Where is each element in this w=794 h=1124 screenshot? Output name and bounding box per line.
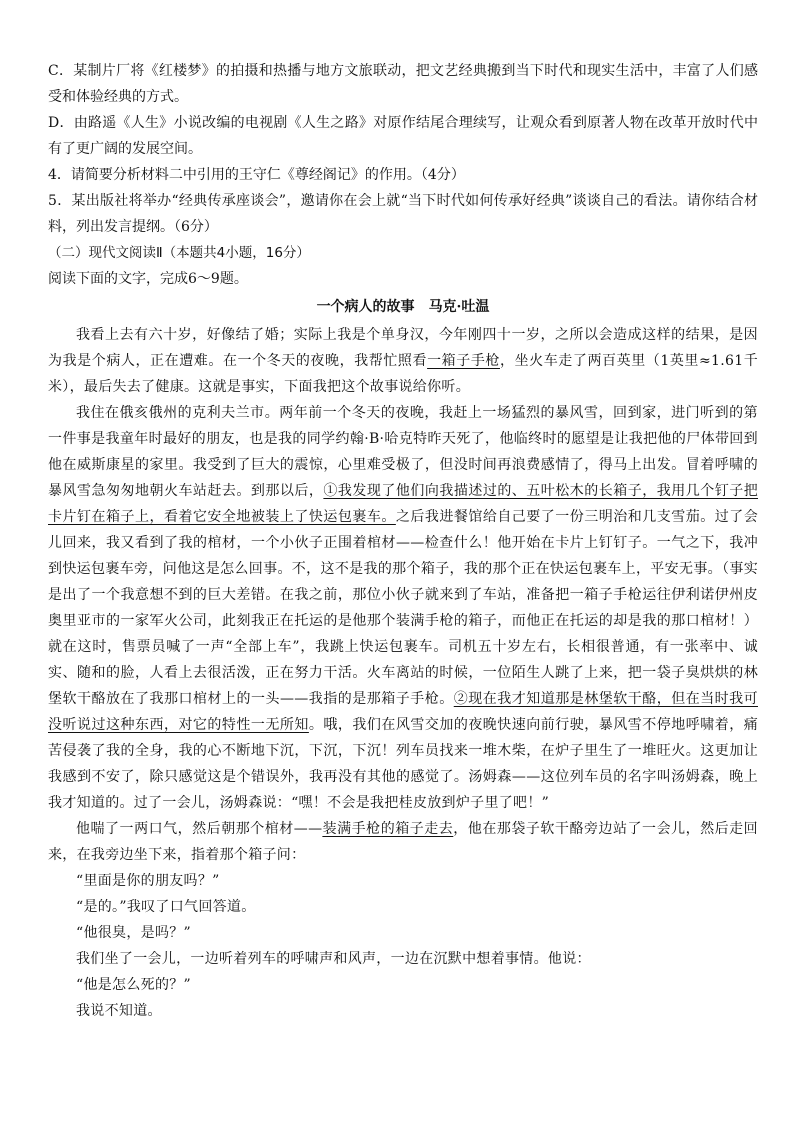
dialogue-line: “他是怎么死的？”	[76, 977, 192, 993]
story-paragraph-2	[48, 400, 758, 816]
dialogue-line: 我说不知道。	[76, 1003, 162, 1019]
text-run: 他喘了一两口气，然后朝那个棺材——	[76, 821, 323, 837]
underlined-sentence-1: ①我发现了他们向我描述过的、五叶松木的长箱子，我用几个钉子把卡片钉在箱子上，看着它安全地被装上了快运包裹车。	[48, 483, 759, 525]
text-run: 我住在俄亥俄州的克利夫兰市。两年前一个冬天的夜晚，我赶上一场猛烈的暴风雪，回到家，进门听到的第一件事是我童年时最好的朋友，也是我的同学约翰·B·哈克特昨天死了，他临终时的愿望是让我把他的尸体带回到他在威斯康星的家里。我受到了巨大的震惊，心里难受极了，但没时间再浪费感情了，得马上出发。冒着呼啸的暴风雪急匆匆地朝火车站赶去。到那以后，	[48, 405, 758, 499]
dialogue-line: “是的。”我叹了口气回答道。	[76, 899, 256, 915]
dialogue-line: 我们坐了一会儿，一边听着列车的呼啸声和风声，一边在沉默中想着事情。他说：	[76, 951, 591, 967]
underlined-phrase: 一箱子手枪	[427, 353, 500, 369]
text-run: ，他在那袋子软干酪旁边站了一会儿，然后走回来，在我旁边坐下来，指着那个箱子问：	[48, 821, 758, 863]
underlined-phrase: 装满手枪的箱子走去	[322, 821, 454, 837]
question-4: 4．请简要分析材料二中引用的王守仁《尊经阁记》的作用。（4分）	[48, 167, 465, 183]
story-paragraph-1	[48, 322, 758, 400]
story-title: 一个病人的故事	[316, 299, 415, 315]
underlined-sentence-2: ②现在我才知道那是林堡软干酪，但在当时我可没听说过这种东西，对它的特性一无所知	[48, 691, 758, 733]
question-5: 5．某出版社将举办“经典传承座谈会”，邀请你在会上就“当下时代如何传承好经典”谈谈自己的看法。请你结合材料，列出发言提纲。（6分）	[48, 193, 758, 235]
section-instruction: 阅读下面的文字，完成6～9题。	[48, 271, 248, 287]
text-run: 之后我进餐馆给自己要了一份三明治和几支雪茄。过了会儿回来，我又看到了我的棺材，一个小伙子正围着棺材——检查什么！他开始在卡片上钉钉子。一气之下，我冲到快运包裹车旁，问他这是怎么回事。不，这不是我的那个箱子，我的那个正在快运包裹车上，平安无事。（事实是出了一个我意想不到的巨大差错。在我之前，那位小伙子就来到了车站，准备把一箱子手枪运往伊利诺伊州皮奥里亚市的一家军火公司，此刻我正在托运的是他那个装满手枪的箱子，而他正在托运的却是我的那口棺材！）就在这时，售票员喊了一声“全部上车”，我跳上快运包裹车。司机五十岁左右，长相很普通，有一张率中、诚实、随和的脸，人看上去很活泼，正在努力干活。火车离站的时候，一位陌生人跳了上来，把一袋子臭烘烘的林堡软干酪放在了我那口棺材上的一头——我指的是那箱子手枪。	[48, 509, 759, 707]
story-paragraph-3	[48, 816, 758, 868]
story-title-line	[48, 294, 758, 320]
option-c: C．某制片厂将《红楼梦》的拍摄和热播与地方文旅联动，把文艺经典搬到当下时代和现实生活中，丰富了人们感受和体验经典的方式。	[48, 63, 758, 105]
section-heading: （二）现代文阅读Ⅱ（本题共4小题，16分）	[48, 245, 310, 261]
story-author: 马克·吐温	[428, 299, 490, 315]
text-run: ，坐火车走了两百英里（1英里≈1.61千米），最后失去了健康。这就是事实，下面我把这个故事说给你听。	[48, 353, 758, 395]
dialogue-line: “他很臭，是吗？”	[76, 925, 192, 941]
text-run: 。哦，我们在风雪交加的夜晚快速向前行驶，暴风雪不停地呼啸着，痛苦侵袭了我的全身，我的心不断地下沉，下沉，下沉！列车员找来一堆木柴，在炉子里生了一堆旺火。这更加让我感到不安了，除只感觉这是个错误外，我再没有其他的感觉了。汤姆森——这位列车员的名字叫汤姆森，晚上我才知道的。过了一会儿，汤姆森说：“嘿！不会是我把桂皮放到炉子里了吧！”	[48, 717, 758, 811]
dialogue-line: “里面是你的朋友吗？”	[76, 873, 220, 889]
text-run: 我看上去有六十岁，好像结了婚；实际上我是个单身汉，今年刚四十一岁，之所以会造成这样的结果，是因为我是个病人，正在遭难。在一个冬天的夜晚，我帮忙照看	[48, 327, 758, 369]
document-page	[48, 58, 758, 1024]
option-d: D．由路遥《人生》小说改编的电视剧《人生之路》对原作结尾合理续写，让观众看到原著人物在改革开放时代中有了更广阔的发展空间。	[48, 115, 758, 157]
story-body	[48, 322, 758, 1024]
